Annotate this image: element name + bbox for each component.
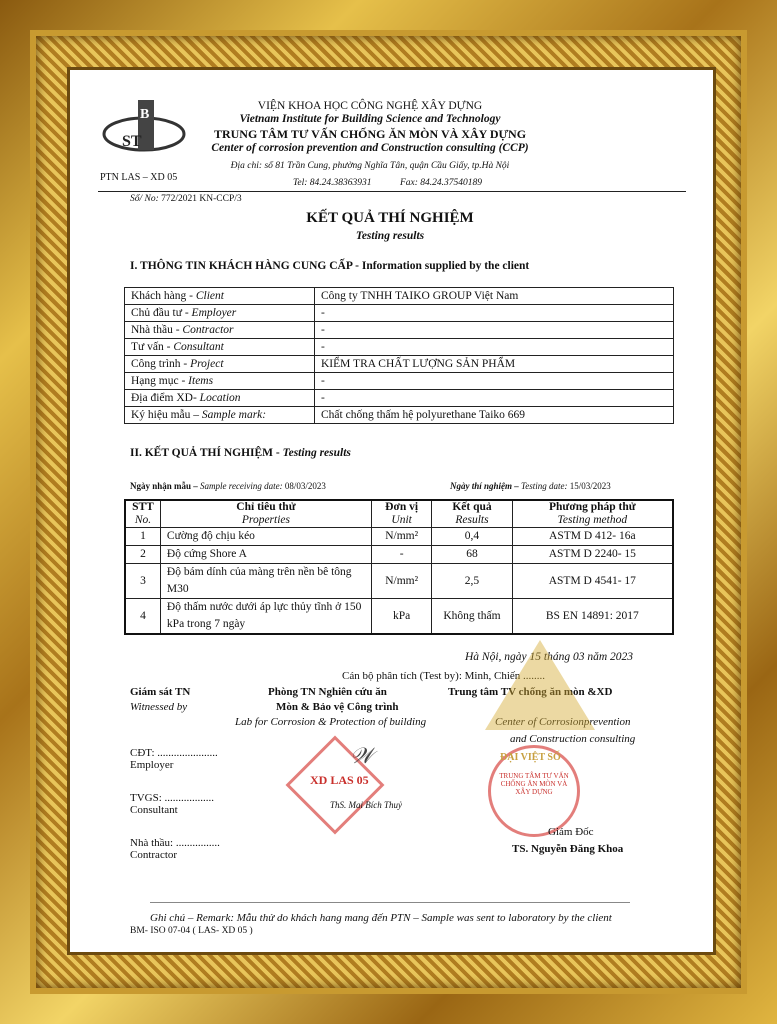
property: Độ bám dính của màng trên nền bê tông M30: [160, 564, 371, 599]
director-title: Giám Đốc: [548, 826, 594, 838]
institute-vn: VIỆN KHOA HỌC CÔNG NGHỆ XÂY DỰNG: [257, 100, 483, 112]
institute-en: Vietnam Institute for Building Science and Technology: [239, 113, 501, 125]
client-info-row: [125, 390, 674, 407]
result: Không thấm: [432, 599, 512, 635]
date-line: Hà Nội, ngày 15 tháng 03 năm 2023: [465, 651, 634, 663]
witness-label-en: Witnessed by: [130, 701, 188, 713]
watermark-text: ĐẠI VIỆT SỐ: [500, 752, 561, 763]
unit: N/mm²: [371, 564, 431, 599]
row-number: 1: [125, 528, 160, 546]
result: 68: [432, 546, 512, 564]
client-info-row: [125, 407, 674, 424]
field-label: Ký hiệu mẫu – Sample mark:: [125, 407, 315, 424]
client-info-row: [125, 356, 674, 373]
field-value: -: [315, 339, 674, 356]
field-value: Chất chống thấm hệ polyurethane Taiko 669: [315, 407, 674, 424]
result-row: [125, 599, 673, 635]
result-row: [125, 564, 673, 599]
column-header: Phương pháp thử Testing method: [512, 500, 673, 528]
result-row: [125, 546, 673, 564]
unit: -: [371, 546, 431, 564]
center-name-en-2: and Construction consulting: [510, 733, 636, 745]
client-info-table: [124, 287, 674, 424]
section1-heading: I. THÔNG TIN KHÁCH HÀNG CUNG CẤP - Information supplied by the client: [130, 260, 530, 272]
lab-name-en: Lab for Corrosion & Protection of building: [235, 716, 427, 728]
center-stamp-text: TRUNG TÂM TƯ VẤN CHỐNG ĂN MÒN VÀ XÂY DỰNG: [499, 772, 569, 796]
column-header: Kết quả Results: [432, 500, 512, 528]
header-divider: [98, 191, 686, 192]
test-method: ASTM D 2240- 15: [512, 546, 673, 564]
employer-signature: CĐT: ...................... Employer: [130, 747, 218, 771]
field-label: Tư vấn - Consultant: [125, 339, 315, 356]
svg-text:ST: ST: [122, 133, 142, 150]
field-value: -: [315, 390, 674, 407]
client-info-row: [125, 373, 674, 390]
lab-code: PTN LAS – XD 05: [100, 172, 178, 183]
field-label: Khách hàng - Client: [125, 288, 315, 305]
center-name: Trung tâm TV chống ăn mòn &XD: [448, 686, 613, 698]
center-vn: TRUNG TÂM TƯ VẤN CHỐNG ĂN MÒN VÀ XÂY DỰNG: [213, 127, 527, 141]
result-row: [125, 528, 673, 546]
field-label: Địa điểm XD- Location: [125, 390, 315, 407]
column-header: STT No.: [125, 500, 160, 528]
field-value: -: [315, 322, 674, 339]
director-name: TS. Nguyễn Đăng Khoa: [512, 843, 624, 855]
row-number: 2: [125, 546, 160, 564]
witness-label: Giám sát TN: [130, 686, 191, 698]
page-subtitle: Testing results: [355, 230, 425, 242]
document-number: Số/ No: 772/2021 KN-CCP/3: [130, 194, 242, 204]
section2-heading: II. KẾT QUẢ THÍ NGHIỆM - Testing results: [130, 447, 351, 459]
lab-name: Phòng TN Nghiên cứu ăn: [268, 686, 387, 698]
row-number: 3: [125, 564, 160, 599]
tel: Tel: 84.24.38363931: [293, 178, 372, 188]
client-info-row: [125, 305, 674, 322]
client-info-row: [125, 322, 674, 339]
field-label: Nhà thầu - Contractor: [125, 322, 315, 339]
column-header: Chỉ tiêu thử Properties: [160, 500, 371, 528]
lab-signature-mark: 𝒲: [350, 743, 374, 768]
field-value: -: [315, 373, 674, 390]
lab-stamp-text: XD LAS 05: [310, 773, 369, 787]
watermark-logo: [485, 640, 595, 730]
field-value: KIỂM TRA CHẤT LƯỢNG SẢN PHẨM: [315, 356, 674, 373]
fax: Fax: 84.24.37540189: [400, 178, 483, 188]
row-number: 4: [125, 599, 160, 635]
form-code: BM- ISO 07-04 ( LAS- XD 05 ): [130, 926, 253, 936]
contractor-signature: Nhà thầu: ................ Contractor: [130, 837, 220, 861]
property: Độ thấm nước dưới áp lực thủy tĩnh ở 150 kPa trong 7 ngày: [160, 599, 371, 635]
field-label: Công trình - Project: [125, 356, 315, 373]
test-method: ASTM D 412- 16a: [512, 528, 673, 546]
page-title: KẾT QUẢ THÍ NGHIỆM: [306, 210, 474, 226]
field-value: -: [315, 305, 674, 322]
svg-text:B: B: [140, 107, 150, 122]
test-method: ASTM D 4541- 17: [512, 564, 673, 599]
center-name-en: Center of Corrosionprevention: [495, 716, 631, 728]
consultant-signature: TVGS: .................. Consultant: [130, 792, 215, 816]
field-label: Hạng mục - Items: [125, 373, 315, 390]
results-table: [124, 499, 674, 635]
field-label: Chủ đầu tư - Employer: [125, 305, 315, 322]
footer-divider: [150, 902, 630, 903]
property: Cường độ chịu kéo: [160, 528, 371, 546]
receiving-date: Ngày nhận mẫu – Sample receiving date: 08/03/2023: [130, 481, 326, 491]
center-en: Center of corrosion prevention and Construction consulting (CCP): [211, 142, 529, 154]
column-header: Đơn vị Unit: [371, 500, 431, 528]
test-method: BS EN 14891: 2017: [512, 599, 673, 635]
testing-date: Ngày thí nghiệm – Testing date: 15/03/2023: [450, 481, 611, 491]
unit: kPa: [371, 599, 431, 635]
property: Độ cứng Shore A: [160, 546, 371, 564]
test-by: Cán bộ phân tích (Test by): Minh, Chiến ........: [342, 670, 546, 682]
result: 2,5: [432, 564, 512, 599]
lab-name-2: Mòn & Bảo vệ Công trình: [276, 701, 399, 713]
result: 0,4: [432, 528, 512, 546]
client-info-row: [125, 288, 674, 305]
unit: N/mm²: [371, 528, 431, 546]
footer-note: Ghi chú – Remark: Mẫu thử do khách hang mang đến PTN – Sample was sent to laboratory by the client: [150, 912, 612, 924]
field-value: Công ty TNHH TAIKO GROUP Việt Nam: [315, 288, 674, 305]
lab-signer: ThS. Mai Bích Thuỷ: [330, 800, 402, 810]
client-info-row: [125, 339, 674, 356]
address: Địa chỉ: số 81 Trần Cung, phường Nghĩa Tân, quận Cầu Giấy, tp.Hà Nội: [230, 161, 510, 171]
